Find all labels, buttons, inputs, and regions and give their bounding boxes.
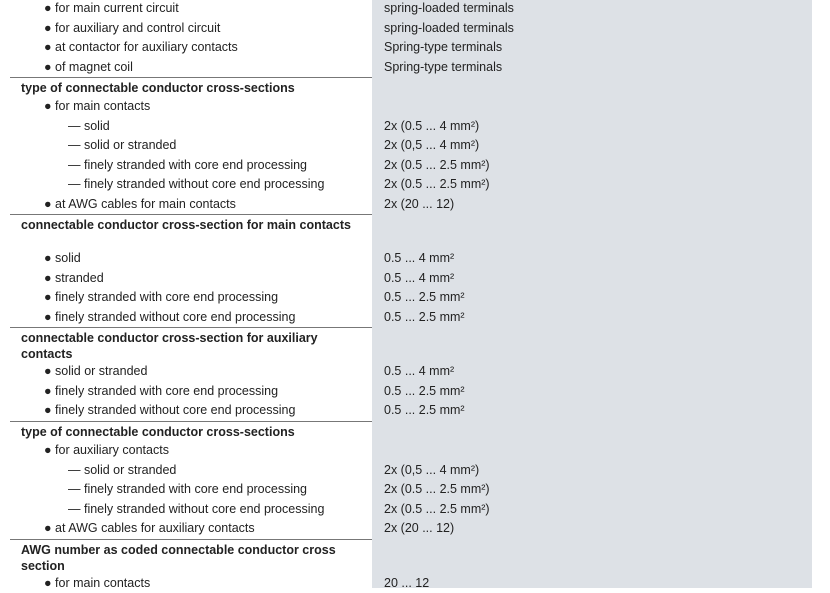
spec-value: 2x (20 ... 12): [384, 195, 454, 215]
spec-label: ● stranded: [44, 269, 104, 289]
spec-label: ● finely stranded without core end processing: [44, 308, 295, 328]
spec-label: ● at AWG cables for main contacts: [44, 195, 236, 215]
spec-label: — solid: [68, 117, 110, 137]
spec-value: 0.5 ... 2.5 mm²: [384, 382, 465, 402]
spec-value: 0.5 ... 2.5 mm²: [384, 401, 465, 421]
spec-label: ● for main contacts: [44, 97, 150, 117]
spec-row: [0, 308, 812, 328]
spec-value: 0.5 ... 4 mm²: [384, 362, 454, 382]
spec-value: 2x (20 ... 12): [384, 519, 454, 539]
spec-row: [0, 362, 812, 382]
spec-subheading: [0, 441, 812, 461]
spec-value: 2x (0.5 ... 2.5 mm²): [384, 156, 490, 176]
spec-value: 0.5 ... 4 mm²: [384, 249, 454, 269]
spec-row: [0, 249, 812, 269]
spec-row: [0, 382, 812, 402]
spec-label: — solid or stranded: [68, 461, 176, 481]
spec-label: ● finely stranded without core end processing: [44, 401, 295, 421]
spec-value: spring-loaded terminals: [384, 0, 514, 19]
spec-label: ● for main contacts: [44, 574, 150, 593]
spec-value: 2x (0.5 ... 2.5 mm²): [384, 500, 490, 520]
spec-label: ● solid or stranded: [44, 362, 147, 382]
spec-row: [0, 38, 812, 58]
section-heading: [0, 215, 812, 233]
spec-row: [0, 195, 812, 215]
spec-label: ● of magnet coil: [44, 58, 133, 78]
spec-subheading: [0, 97, 812, 117]
spec-label: ● for main current circuit: [44, 0, 179, 19]
spec-row: [0, 269, 812, 289]
spec-row: [0, 175, 812, 195]
section-heading-text: type of connectable conductor cross-sections: [0, 78, 351, 96]
section-heading-text: type of connectable conductor cross-sections: [0, 422, 351, 440]
spec-row: [0, 156, 812, 176]
spec-label: — finely stranded without core end processing: [68, 500, 324, 520]
spec-value: 2x (0.5 ... 2.5 mm²): [384, 175, 490, 195]
spec-value: spring-loaded terminals: [384, 19, 514, 39]
section-heading: [0, 422, 812, 440]
spec-value: Spring-type terminals: [384, 38, 502, 58]
spec-label: — finely stranded without core end processing: [68, 175, 324, 195]
spec-row: [0, 519, 812, 539]
spec-value: 0.5 ... 2.5 mm²: [384, 288, 465, 308]
spec-value: 2x (0.5 ... 2.5 mm²): [384, 480, 490, 500]
spec-value: 2x (0,5 ... 4 mm²): [384, 461, 479, 481]
spec-row: [0, 480, 812, 500]
spec-row: [0, 461, 812, 481]
spec-row: [0, 401, 812, 421]
spec-label: — solid or stranded: [68, 136, 176, 156]
spec-row: [0, 136, 812, 156]
spec-label: ● solid: [44, 249, 81, 269]
section-heading-text: AWG number as coded connectable conductor cross section: [0, 540, 351, 574]
spec-value: 2x (0.5 ... 4 mm²): [384, 117, 479, 137]
spec-label: ● for auxiliary and control circuit: [44, 19, 220, 39]
spec-row: [0, 500, 812, 520]
spec-value: 20 ... 12: [384, 574, 429, 593]
spec-value: 0.5 ... 4 mm²: [384, 269, 454, 289]
spec-value: Spring-type terminals: [384, 58, 502, 78]
spec-row: [0, 574, 812, 593]
spec-label: ● finely stranded with core end processing: [44, 382, 278, 402]
spec-label: ● for auxiliary contacts: [44, 441, 169, 461]
spec-label: — finely stranded with core end processing: [68, 156, 307, 176]
spec-value: 0.5 ... 2.5 mm²: [384, 308, 465, 328]
spec-row: [0, 58, 812, 78]
spec-value: 2x (0,5 ... 4 mm²): [384, 136, 479, 156]
spec-label: ● finely stranded with core end processing: [44, 288, 278, 308]
spec-label: ● at AWG cables for auxiliary contacts: [44, 519, 255, 539]
spec-row: [0, 0, 812, 19]
spec-row: [0, 19, 812, 39]
spec-row: [0, 117, 812, 137]
section-heading: [0, 540, 812, 574]
spec-row: [0, 288, 812, 308]
section-heading: [0, 78, 812, 96]
spec-label: — finely stranded with core end processing: [68, 480, 307, 500]
spec-label: ● at contactor for auxiliary contacts: [44, 38, 238, 58]
section-heading-text: connectable conductor cross-section for main contacts: [0, 215, 351, 233]
section-heading: [0, 328, 812, 362]
section-heading-text: connectable conductor cross-section for auxiliary contacts: [0, 328, 351, 362]
